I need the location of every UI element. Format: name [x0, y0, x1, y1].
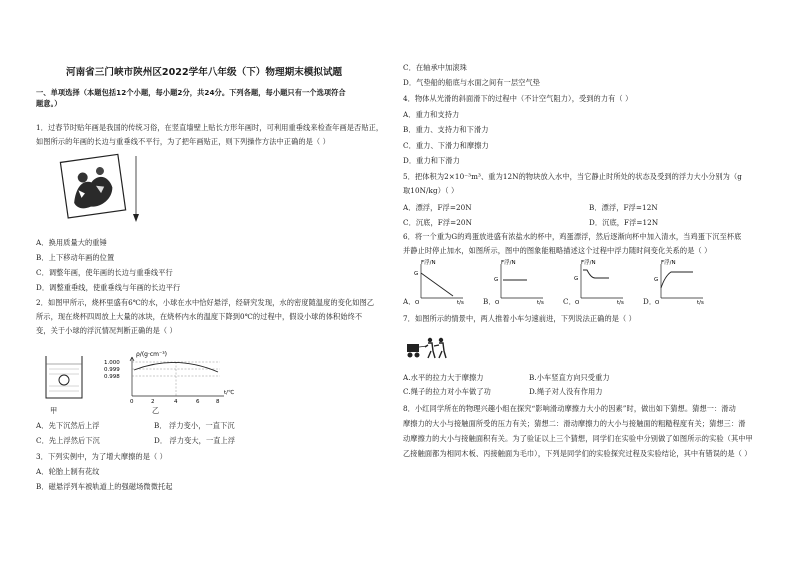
q7-option-d: D.绳子对人没有作用力 — [529, 387, 603, 396]
q6-graph-ylabel: F浮/N — [581, 260, 596, 266]
q6-graph-xlabel: t/s — [697, 300, 704, 306]
q2-graph-ylabel: ρ/(g·cm⁻³) — [136, 351, 167, 358]
q2-stem-cont2: 变，关于小球的浮沉情况判断正确的是（ ） — [36, 326, 177, 335]
section-heading: 一、单项选择（本题包括12个小题，每小题2分，共24分。下列各题，每小题只有一个选项符合 — [36, 88, 346, 97]
q2-option-b: B． 浮力变小，一直下沉 — [154, 421, 235, 430]
q6-graph-xlabel: t/s — [617, 300, 624, 306]
q6-graph-b — [493, 258, 555, 306]
q8-stem-cont3: 乙接触面都为相同木板、丙接触面为毛巾），下列是同学们的实验探究过程及实验结论，其中有错误的是（ ） — [403, 449, 752, 458]
q1-option-c: C．调整年画，使年画的长边与重垂线平行 — [36, 268, 173, 277]
q7-option-a: A.水平的拉力大于摩擦力 — [403, 373, 484, 382]
q6-graph-c — [573, 258, 635, 306]
q6-letter-d: D． — [643, 297, 657, 306]
q6-graph-g: G — [574, 276, 579, 282]
q6-graph-ylabel: F浮/N — [501, 260, 516, 266]
q1-option-b: B．上下移动年画的位置 — [36, 253, 115, 262]
q8-stem-cont: 摩擦力的大小与接触面所受的压力有关；猜想二：滑动摩擦力的大小与接触面的粗糙程度有关；猜想三：滑 — [403, 419, 746, 428]
q5-option-a: A．漂浮，F浮=20N — [403, 203, 472, 212]
q5-option-c: C．沉底，F浮=20N — [403, 218, 472, 227]
q6-graph-g: G — [494, 277, 499, 283]
q6-letter-a: A． — [403, 297, 416, 306]
q3-option-d: D．气垫船的船底与水面之间有一层空气垫 — [403, 78, 541, 87]
q5-option-d: D．沉底，F浮=12N — [589, 218, 659, 227]
q6-stem-cont: 并静止时停止加水，如图所示，图中的图象能粗略描述这个过程中浮力随时间变化关系的是（ ） — [403, 246, 712, 255]
q2-label-jia: 甲 — [50, 406, 58, 415]
q4-option-c: C．重力、下滑力和摩擦力 — [403, 141, 489, 150]
q2-option-d: D． 浮力变大，一直上浮 — [154, 436, 236, 445]
q6-stem: 6．将一个重为G的鸡蛋放进盛有浓盐水的杯中，鸡蛋漂浮，然后逐渐向杯中加入清水，当鸡蛋下沉至杯底 — [403, 232, 742, 241]
q6-graph-xlabel: t/s — [457, 300, 464, 306]
q2-xtick: 0 — [130, 399, 134, 405]
q2-stem-cont: 所示，现在烧杯四周放上大量的冰块，在烧杯内水的温度下降到0℃的过程中，假设小球的体积始终不 — [36, 312, 363, 321]
q8-stem: 8．小红同学所在的物理兴趣小组在探究“影响滑动摩擦力大小的因素”时，做出如下猜想。猜想一：滑动 — [403, 404, 736, 413]
q1-option-a: A．换用质量大的重锤 — [36, 238, 107, 247]
q6-graph-ylabel: F浮/N — [421, 260, 436, 266]
q2-xtick: 6 — [196, 399, 200, 405]
q2-xunit: t/℃ — [224, 390, 235, 396]
section-heading-cont: 题意。） — [36, 99, 62, 108]
q2-xtick: 8 — [216, 399, 220, 405]
q7-option-c: C.绳子的拉力对小车做了功 — [403, 387, 491, 396]
q5-stem-cont: 取10N/kg）（ ） — [403, 186, 459, 195]
q4-stem: 4．物体从光滑的斜面滑下的过程中（不计空气阻力），受到的力有（ ） — [403, 94, 633, 103]
q2-ytick: 1.000 — [104, 360, 120, 366]
q5-stem: 5．把体积为2×10⁻³m³、重为12N的物块放入水中，当它静止时所处的状态及受到的浮力大小分别为（g — [403, 172, 742, 181]
q2-ytick: 0.998 — [104, 374, 120, 380]
q6-graph-g: G — [414, 271, 419, 277]
q1-option-d: D．调整重垂线，使重垂线与年画的长边平行 — [36, 283, 181, 292]
q7-cart-figure — [405, 334, 453, 362]
q6-letter-c: C． — [563, 297, 576, 306]
q7-stem: 7．如图所示的情景中，两人推着小车匀速前进，下列说法正确的是（ ） — [403, 314, 636, 323]
q2-option-c: C．先上浮然后下沉 — [36, 436, 100, 445]
q2-ytick: 0.999 — [104, 367, 120, 373]
q6-graph-d — [653, 258, 715, 306]
q6-graph-a — [413, 258, 475, 306]
q1-stem: 1．过春节时贴年画是我国的传统习俗，在竖直墙壁上贴长方形年画时，可利用重垂线来检查年画是否贴正， — [36, 123, 384, 132]
q8-stem-cont2: 动摩擦力的大小与接触面积有关。为了验证以上三个猜想，同学们在实验中分别做了如图所示的实验（其中甲 — [403, 434, 753, 443]
q6-letter-b: B． — [483, 297, 496, 306]
q6-graph-g: G — [654, 277, 659, 283]
q2-option-a: A．先下沉然后上浮 — [36, 421, 100, 430]
q4-option-d: D．重力和下滑力 — [403, 156, 460, 165]
q6-graph-o: O — [415, 300, 420, 306]
q1-stem-cont: 如图所示的年画的长边与重垂线不平行，为了把年画贴正，则下列操作方法中正确的是（ ） — [36, 137, 330, 146]
q2-xtick: 2 — [151, 399, 155, 405]
q2-label-yi: 乙 — [152, 406, 160, 415]
q6-graph-o: O — [495, 300, 500, 306]
q6-graph-o: O — [655, 300, 660, 306]
q6-graph-o: O — [575, 300, 580, 306]
q7-option-b: B.小车竖直方向只受重力 — [529, 373, 610, 382]
q3-option-c: C．在轴承中加滚珠 — [403, 63, 467, 72]
q2-xtick: 4 — [174, 399, 178, 405]
q2-stem: 2．如图甲所示，烧杯里盛有6℃的水，小球在水中恰好悬浮，经研究发现，水的密度随温度的变化如图乙 — [36, 298, 375, 307]
q5-option-b: B．漂浮，F浮=12N — [589, 203, 658, 212]
page-title: 河南省三门峡市陕州区2022学年八年级（下）物理期末模拟试题 — [66, 67, 343, 78]
q4-option-b: B．重力、支持力和下滑力 — [403, 125, 489, 134]
q6-graph-ylabel: F浮/N — [661, 260, 676, 266]
q1-painting-figure — [54, 148, 144, 228]
q3-option-a: A．轮胎上制有花纹 — [36, 467, 100, 476]
q3-option-b: B．磁悬浮列车被轨道上的强磁场微微托起 — [36, 482, 173, 491]
q2-beaker-figure — [40, 352, 90, 404]
q2-density-graph — [100, 350, 250, 406]
q6-graph-xlabel: t/s — [537, 300, 544, 306]
q4-option-a: A．重力和支持力 — [403, 110, 460, 119]
q3-stem: 3．下列实例中，为了增大摩擦的是（ ） — [36, 452, 167, 461]
